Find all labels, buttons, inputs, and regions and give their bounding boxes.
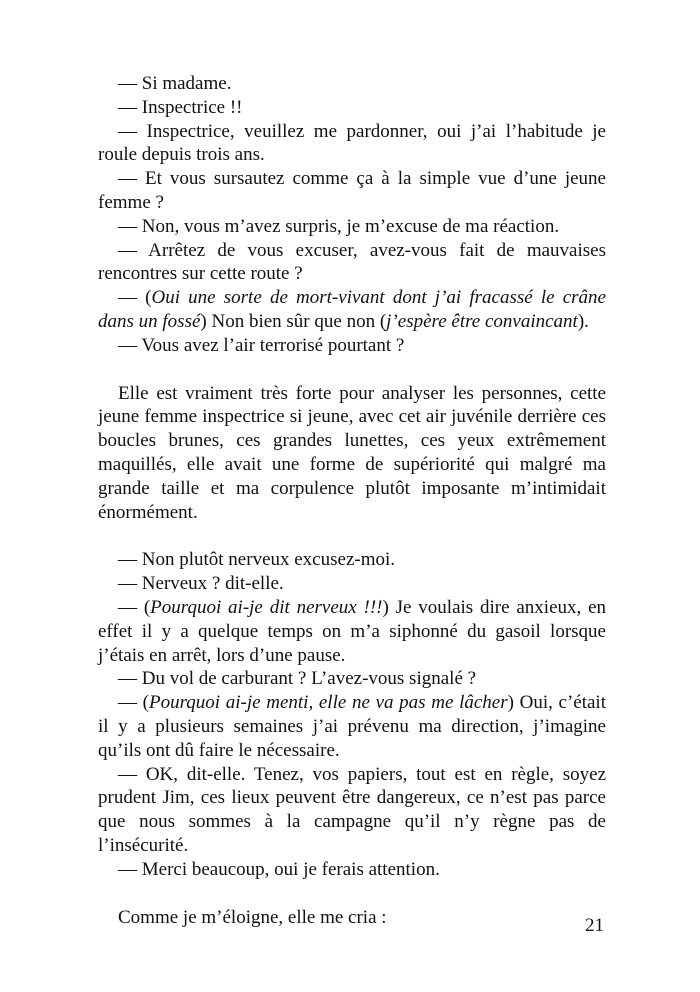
text-run: — Si madame. [118, 73, 232, 94]
text-run: ). [577, 310, 589, 332]
text-run: — Arrêtez de vous excuser, avez-vous fait de mauvaises rencontres sur cette route ? [98, 239, 606, 285]
text-run: — Inspectrice, veuillez me pardonner, oui j’ai l’habitude je roule depuis trois ans. [98, 120, 606, 166]
paragraph [98, 286, 606, 334]
text-run: — ( [118, 596, 151, 618]
text-run: — Non, vous m’avez surpris, je m’excuse de ma réaction. [118, 215, 560, 237]
paragraph [98, 72, 606, 96]
paragraph [98, 763, 606, 858]
italic-thought: Pourquoi ai-je dit nerveux !!! [150, 596, 383, 618]
paragraph [98, 596, 606, 667]
italic-thought: Pourquoi ai-je menti, elle ne va pas me lâcher [149, 692, 508, 714]
paragraph [98, 382, 606, 525]
paragraph [98, 906, 606, 930]
page-number: 21 [585, 915, 604, 936]
text-run: ) Je voulais dire anxieux, en effet il y a quelque temps on m’a siphonné du gasoil lorsque j’étais en arrêt, lors d’une pause. [98, 596, 607, 666]
paragraph-gap [98, 524, 606, 548]
paragraph [98, 572, 606, 596]
text-run: — ( [118, 692, 149, 714]
text-run: — Du vol de carburant ? L’avez-vous signalé ? [118, 668, 477, 690]
text-run: — ( [118, 287, 152, 309]
italic-thought: Oui une sorte de mort-vivant dont j’ai fracassé le crâne dans un fossé [98, 287, 606, 332]
text-run: — OK, dit-elle. Tenez, vos papiers, tout est en règle, soyez prudent Jim, ces lieux peuvent être dangereux, ce n’est pas parce que nous sommes à la campagne qu’il n’y règne pas de l’insécurité. [98, 763, 606, 856]
italic-thought: j’espère être convaincant [386, 310, 578, 332]
text-run: — Et vous sursautez comme ça à la simple vue d’une jeune femme ? [98, 168, 606, 213]
text-run: — Inspectrice !! [118, 96, 243, 118]
paragraph-gap [98, 882, 606, 906]
paragraph-gap [98, 358, 606, 382]
text-run: ) Non bien sûr que non ( [200, 310, 387, 332]
paragraph [98, 215, 606, 239]
paragraph [98, 548, 606, 572]
paragraph [98, 334, 606, 358]
paragraph [98, 167, 606, 215]
text-run: — Merci beaucoup, oui je ferais attention. [118, 858, 440, 880]
paragraph [98, 120, 606, 168]
text-run: — Nerveux ? dit-elle. [118, 573, 284, 595]
text-run: ) Oui, c’était il y a plusieurs semaines j’ai prévenu ma direction, j’imagine qu’ils ont dû faire le nécessaire. [98, 692, 606, 761]
text-run: — Non plutôt nerveux excusez-moi. [118, 549, 396, 571]
text-run: — Vous avez l’air terrorisé pourtant ? [118, 334, 405, 356]
text-run: Elle est vraiment très forte pour analyser les personnes, cette jeune femme inspectrice si jeune, avec cet air juvénile derrière ces boucles brunes, ces grandes lunettes, ces yeux extrêmement maquillés, elle avait une forme de supériorité qui malgré ma grande taille et ma corpulence plutôt imposante m’intimidait énormément. [98, 382, 606, 523]
body-text [98, 72, 606, 929]
paragraph [98, 667, 606, 691]
text-run: Comme je m’éloigne, elle me cria : [118, 906, 387, 928]
paragraph [98, 691, 606, 762]
paragraph [98, 858, 606, 882]
paragraph [98, 239, 606, 287]
paragraph [98, 96, 606, 120]
